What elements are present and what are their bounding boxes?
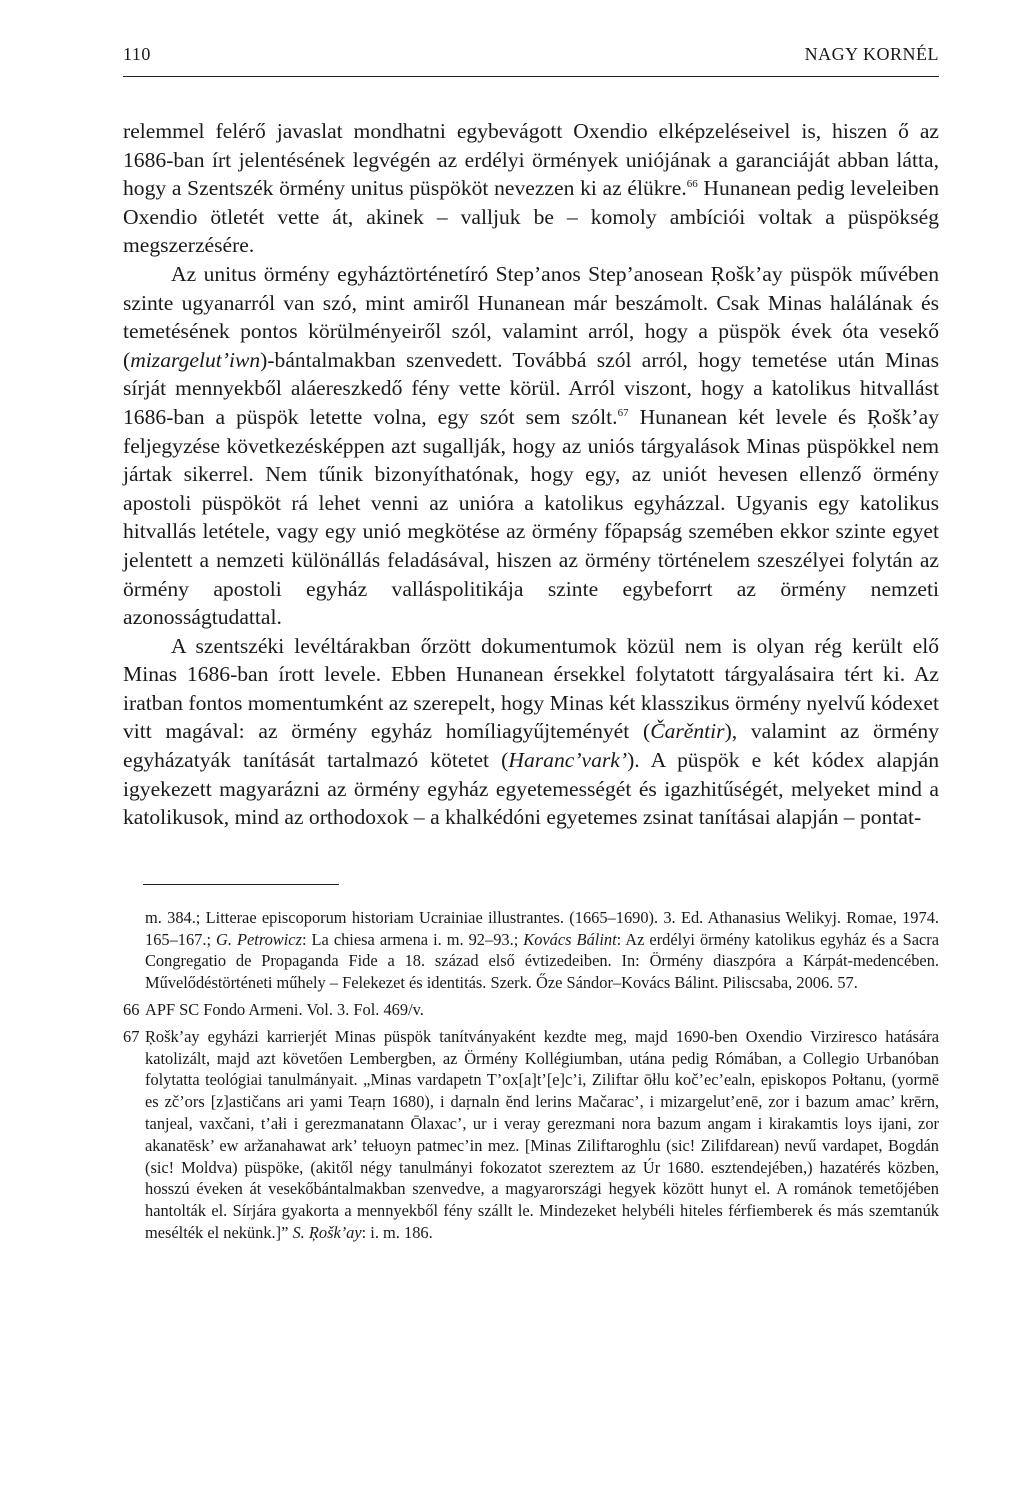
- header-rule: [123, 76, 939, 77]
- footnote-rule: [143, 884, 339, 885]
- body-text: [123, 117, 939, 832]
- footnote-number: 66: [123, 1000, 140, 1020]
- footnote-text: APF SC Fondo Armeni. Vol. 3. Fol. 469/v.: [145, 1000, 424, 1020]
- author-name: G. Petrowicz: [216, 929, 302, 949]
- text-run: ). A püspök e két kódex alapján igyekezett magyarázni az örmény egyház egyetemességét és igazhitűségét, melyeket mind a katolikusok, mind az orthodoxok – a khalkédóni egyetemes zsinat tanításai alapján – pontat-: [123, 748, 939, 830]
- text-run: relemmel felérő javaslat mondhatni egybevágott Oxendio elképzeléseivel is, hiszen ő az 1686-ban írt jelentésének legvégén az erdélyi örmények uniójának a garanciáját abban látta, hogy a Szentszék örmény unitus püspököt nevezzen ki az élükre.: [123, 119, 939, 201]
- footnote-66: [123, 999, 939, 1021]
- italic-term: mizargelut’iwn: [130, 347, 261, 372]
- text-run: m. 384.; Litterae episcoporum historiam Ucrainiae illustrantes. (1665–1690). 3. Ed. Athanasius Welikyj. Romae, 1974. 165–167.;: [145, 907, 939, 949]
- running-header: [123, 44, 939, 68]
- page-number: 110: [123, 44, 151, 64]
- text-run: ), valamint az örmény egyházatyák tanítását tartalmazó kötetet (: [123, 719, 939, 773]
- footnotes: [123, 907, 939, 1244]
- text-run: : i. m. 186.: [361, 1223, 433, 1242]
- text-run: : La chiesa armena i. m. 92–93.;: [301, 929, 524, 949]
- text-run: A szentszéki levéltárakban őrzött dokumentumok közül nem is olyan rég került elő Minas 1686-ban írott levele. Ebben Hunanean érsekkel folytatott tárgyalásaira tért ki. Az iratban fontos momentumként az szerepelt, hogy Minas két klasszikus örmény nyelvű kódexet vitt magával: az örmény egyház homíliagyűjteményét (: [123, 633, 939, 744]
- paragraph-3: [123, 632, 939, 832]
- footnote-continuation: [123, 907, 939, 994]
- text-run: Hunanean pedig leveleiben Oxendio ötletét vette át, akinek – valljuk be – komoly ambíciói voltak a püspökség megszerzésére.: [123, 176, 939, 258]
- text-run: : Az erdélyi örmény katolikus egyház és a Sacra Congregatio de Propaganda Fide a 18. század első évtizedeiben. In: Örmény diaszpóra a Kárpát-medencében. Művelődéstörténeti műhely – Felekezet és identitás. Szerk. Őze Sándor–Kovács Bálint. Piliscsaba, 2006. 57.: [145, 929, 939, 993]
- paragraph-2: [123, 260, 939, 632]
- text-run: Ŗošk’ay egyházi karrierjét Minas püspök tanítványaként kezdte meg, majd 1690-ben Oxendio Virziresco hatására katolizált, majd azt követően Lembergben, az Örmény Kollégiumban, utána pedig Rómában, a Collegio Urbanóban folytatta teológiai tanulmányait. „Minas vardapetn T’ox[a]t’[e]c’i, Ziliftar ōłlu koč’ec’ealn, episkopos Połtanu, (yormē es zč’ors [z]astičans ari yami Teaṛn 1680), i daṛnaln ĕnd lerins Mačarac’, i mizargelut’enē, zor i bazum amac’ krērn, tanjeal, vaxčani, t’ałi i gerezmanatann Ōlaxac’, ur i veray gerezmani nora bazum angam i kirakamtis loys ijani, zor akanatēsk’ ew aržanahawat ark’ tełuoyn patmec’in mez. [Minas Ziliftaroghlu (sic! Zilifdarean) nevű vardapet, Bogdán (sic! Moldva) püspöke, (akitől négy tanulmányi fokozatot szereztem az Úr 1680. esztendejében,) hazatérés közben, hosszú éveken át vesekőbántalmakban szenvedve, a magyarországi hegyek között hunyt el. A románok temetőjében hantolták el. Sírjára gyakorta a mennyekből fény szállt le. Mindezeket helybéli hiteles férfiemberek és más szemtanúk mesélték el nekünk.]”: [145, 1026, 939, 1242]
- author-name: S. Ŗošk’ay: [292, 1223, 362, 1242]
- author-name: Kovács Bálint: [523, 929, 617, 949]
- italic-term: Haranc’vark’: [508, 748, 628, 773]
- footnote-ref-66[interactable]: 66: [686, 178, 698, 190]
- footnote-ref-67[interactable]: 67: [617, 406, 629, 419]
- footnote-number: 67: [123, 1026, 140, 1046]
- footnote-67: [123, 1026, 939, 1244]
- text-run: )-bántalmakban szenvedett. Továbbá szól arról, hogy temetése után Minas sírját mennyekből aláereszkedő fény vette körül. Arról viszont, hogy a katolikus hitvallást 1686-ban a püspök letette volna, egy szót sem szólt.: [123, 347, 939, 429]
- text-run: Hunanean két levele és Ŗošk’ay feljegyzése következésképpen azt sugallják, hogy az uniós tárgyalások Minas püspökkel nem jártak sikerrel. Nem tűnik bizonyíthatónak, hogy egy, az uniót hevesen ellenző örmény apostoli püspököt rá lehet venni az unióra a katolikus egyházzal. Ugyanis egy katolikus hitvallás letétele, vagy egy unió megkötése az örmény főpapság szemében ekkor szinte egyet jelentett a nemzeti különállás feladásával, hiszen az örmény történelem szeszélyei folytán az örmény apostoli egyház valláspolitikája szinte egybeforrt az örmény nemzeti azonosságtudattal.: [123, 404, 939, 630]
- page: [123, 44, 939, 1249]
- italic-term: Čarěntir: [650, 719, 725, 744]
- text-run: Az unitus örmény egyháztörténetíró Step’anos Step’anosean Ŗošk’ay püspök művében szinte ugyanarról van szó, mint amiről Hunanean már beszámolt. Csak Minas halálának és temetésének pontos körülményeiről szól, valamint arról, hogy a püspök évek óta vesekő (: [123, 261, 939, 372]
- paragraph-1: [123, 117, 939, 260]
- running-title: NAGY KORNÉL: [804, 44, 939, 64]
